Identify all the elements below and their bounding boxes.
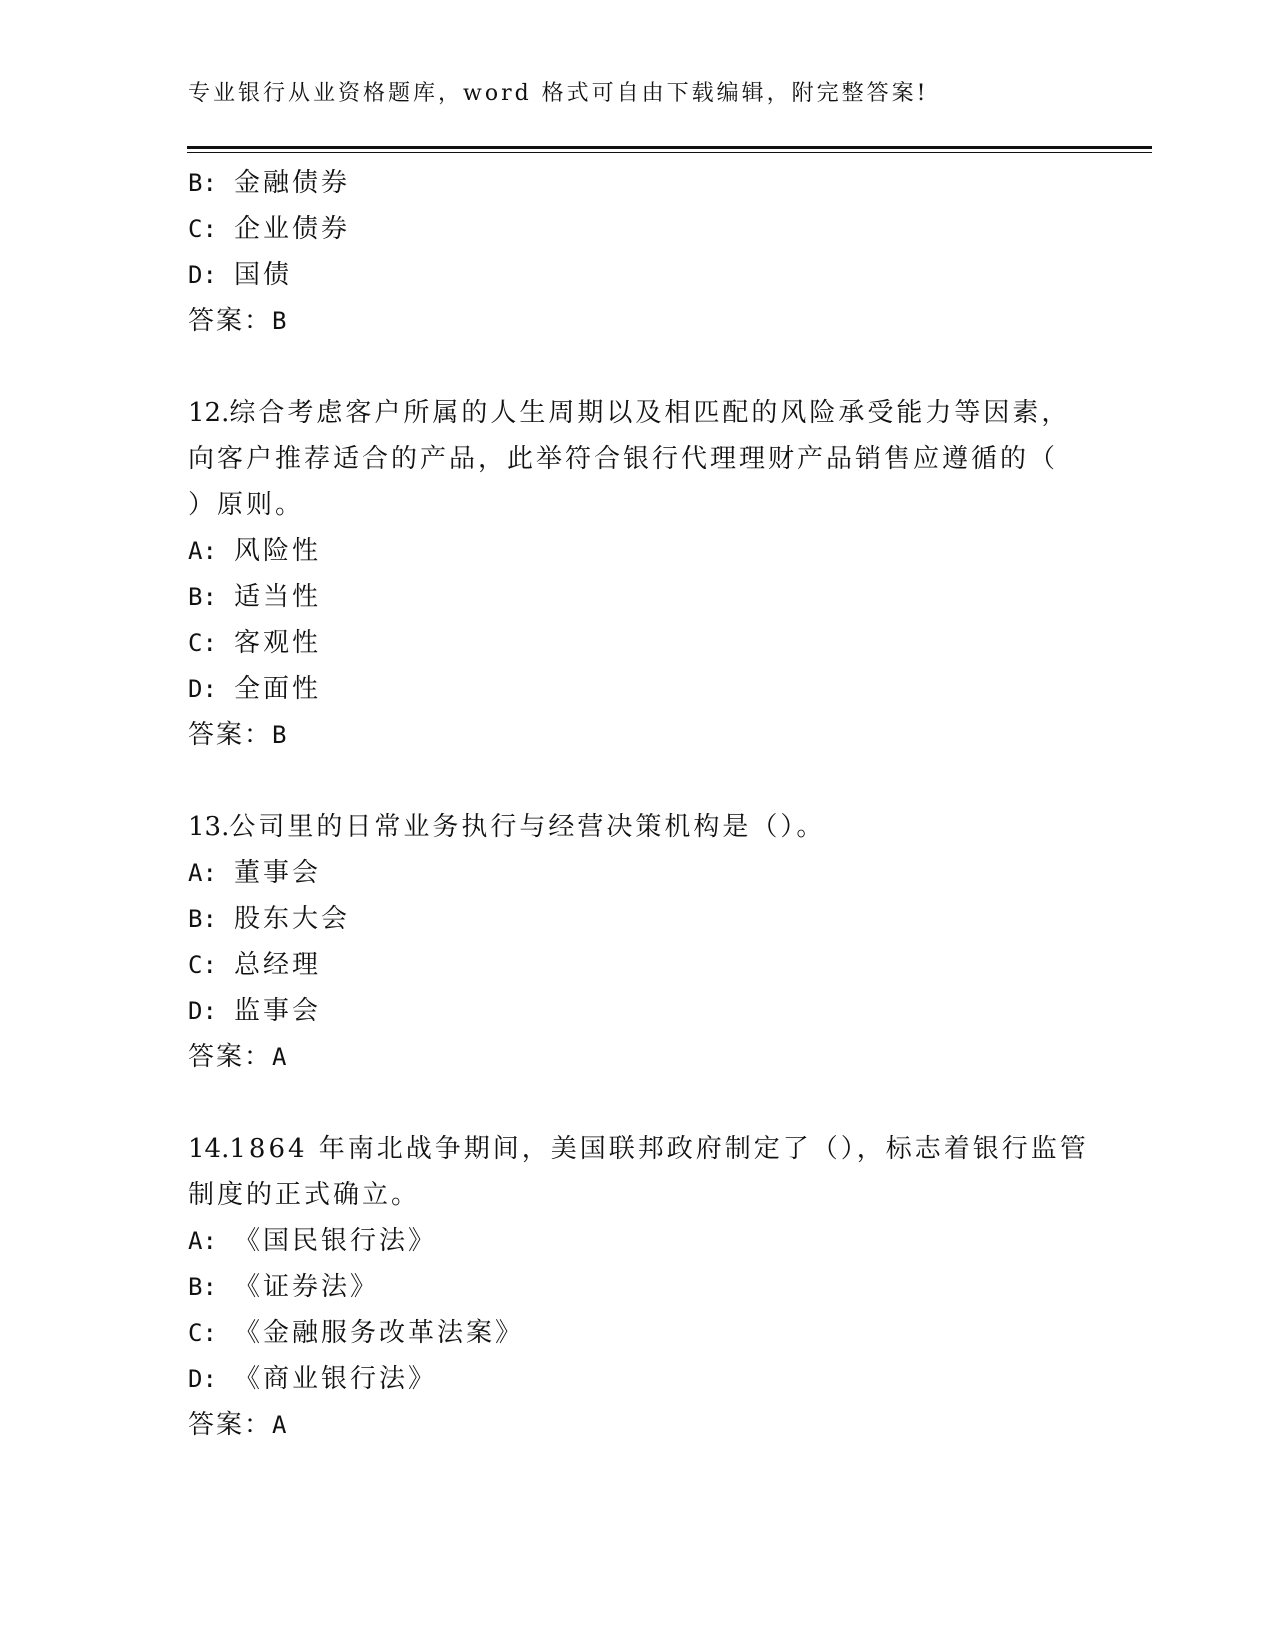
- option-text: 国债: [234, 260, 293, 290]
- question-stem-line: 向客户推荐适合的产品，此举符合银行代理理财产品销售应遵循的（: [188, 444, 1059, 474]
- option-letter: D:: [188, 1365, 217, 1393]
- option-a: [188, 528, 1088, 574]
- option-letter: C:: [188, 215, 217, 243]
- option-d: [188, 1356, 1088, 1402]
- option-letter: B:: [188, 169, 217, 197]
- option-letter: A:: [188, 1227, 217, 1255]
- question-list: [188, 160, 1088, 1448]
- question-12: [188, 390, 1088, 758]
- question-number: 12.: [188, 398, 230, 428]
- spacer: [188, 758, 1088, 804]
- question-text: 1864 年南北战争期间，美国联邦政府制定了（），标志着银行监管: [229, 1134, 1089, 1164]
- option-letter: C:: [188, 1319, 217, 1347]
- option-letter: D:: [188, 997, 217, 1025]
- answer-value: A: [272, 1411, 287, 1439]
- header-rule-thin: [187, 152, 1152, 153]
- option-text: 全面性: [234, 674, 322, 704]
- option-a: [188, 850, 1088, 896]
- option-a: [188, 1218, 1088, 1264]
- question-text: 综合考虑客户所属的人生周期以及相匹配的风险承受能力等因素，: [229, 398, 1071, 428]
- option-text: 监事会: [234, 996, 322, 1026]
- question-text: 公司里的日常业务执行与经营决策机构是（）。: [229, 812, 826, 842]
- answer-line: [188, 1402, 1088, 1448]
- option-letter: D:: [188, 261, 217, 289]
- option-d: [188, 666, 1088, 712]
- option-b: [188, 574, 1088, 620]
- option-text: 金融债券: [234, 168, 351, 198]
- option-c: [188, 1310, 1088, 1356]
- answer-value: B: [272, 721, 287, 749]
- option-letter: D:: [188, 675, 217, 703]
- spacer: [188, 1080, 1088, 1126]
- option-c: [188, 620, 1088, 666]
- answer-line: [188, 712, 1088, 758]
- option-letter: B:: [188, 905, 217, 933]
- option-letter: C:: [188, 951, 217, 979]
- option-text: 企业债券: [234, 214, 351, 244]
- answer-label: 答案：: [188, 1410, 273, 1440]
- option-b: [188, 896, 1088, 942]
- option-letter: A:: [188, 859, 217, 887]
- option-text: 总经理: [234, 950, 322, 980]
- option-letter: B:: [188, 1273, 217, 1301]
- option-text: 《证券法》: [234, 1272, 380, 1302]
- question-stem-line: ）原则。: [188, 490, 305, 520]
- option-c: [188, 206, 1088, 252]
- option-text: 风险性: [234, 536, 322, 566]
- question-number: 14.: [188, 1134, 230, 1164]
- option-letter: B:: [188, 583, 217, 611]
- spacer: [188, 344, 1088, 390]
- option-letter: C:: [188, 629, 217, 657]
- question-13: [188, 804, 1088, 1080]
- page-header: 专业银行从业资格题库，word 格式可自由下载编辑，附完整答案!: [188, 81, 929, 106]
- question-11-partial: [188, 160, 1088, 344]
- answer-label: 答案：: [188, 1042, 273, 1072]
- answer-label: 答案：: [188, 720, 273, 750]
- question-stem-line: [188, 390, 1088, 436]
- question-14: [188, 1126, 1088, 1448]
- option-c: [188, 942, 1088, 988]
- answer-line: [188, 298, 1088, 344]
- option-text: 《商业银行法》: [234, 1364, 438, 1394]
- option-text: 董事会: [234, 858, 322, 888]
- answer-value: B: [272, 307, 287, 335]
- option-b: [188, 1264, 1088, 1310]
- option-letter: A:: [188, 537, 217, 565]
- question-stem-line: [188, 804, 1088, 850]
- option-text: 股东大会: [234, 904, 351, 934]
- option-text: 适当性: [234, 582, 322, 612]
- option-d: [188, 988, 1088, 1034]
- question-stem-line: 制度的正式确立。: [188, 1180, 421, 1210]
- question-stem-line: [188, 1126, 1088, 1172]
- answer-line: [188, 1034, 1088, 1080]
- answer-value: A: [272, 1043, 287, 1071]
- option-text: 客观性: [234, 628, 322, 658]
- option-text: 《国民银行法》: [234, 1226, 438, 1256]
- header-rule-thick: [187, 146, 1152, 149]
- option-text: 《金融服务改革法案》: [234, 1318, 525, 1348]
- answer-label: 答案：: [188, 306, 273, 336]
- option-b: [188, 160, 1088, 206]
- option-d: [188, 252, 1088, 298]
- question-number: 13.: [188, 812, 230, 842]
